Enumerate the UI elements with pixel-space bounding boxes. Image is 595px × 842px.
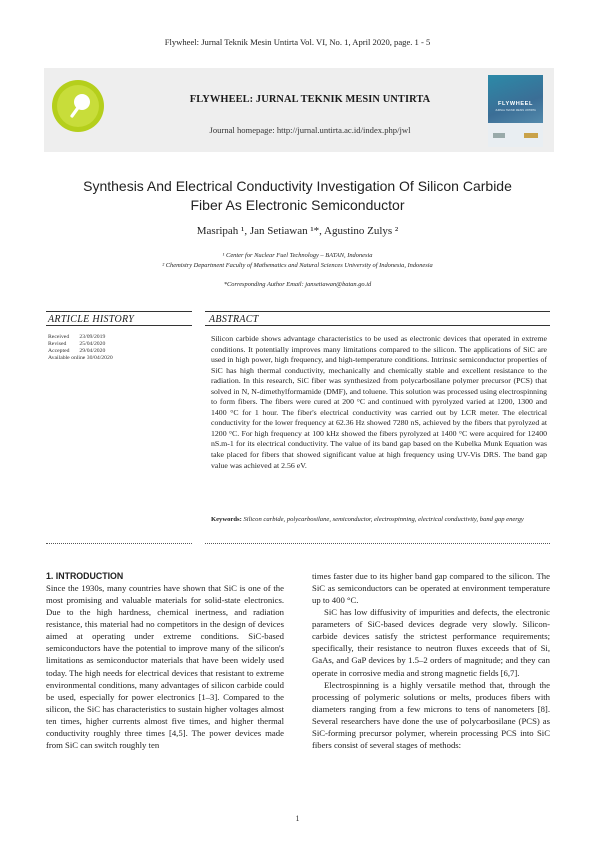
divider	[205, 543, 550, 544]
history-value: 29/04/2020	[79, 348, 106, 355]
journal-banner	[44, 68, 554, 152]
paper-title-line: Synthesis And Electrical Conductivity Investigation Of Silicon Carbide	[83, 178, 512, 194]
history-label: Revised	[48, 341, 67, 348]
body-column-right	[312, 570, 550, 751]
history-value: 23/09/2019	[79, 334, 106, 340]
keywords	[211, 516, 547, 525]
body-column-left	[46, 570, 284, 751]
body-paragraph: SiC has low diffusivity of impurities and defects, the electronic parameters of SiC-based devices degrade very slowly. Silicon-carbide devices satisfy the strictest performance requirements; specifically, their resistance to neutron fluxes exceeds that of Si, GaAs, and GaP devices by 1.5–2 orders of magnitude; and they can operate in corrosive media and strong magnetic fields [6,7].	[312, 607, 550, 678]
abstract-text: Silicon carbide shows advantage characteristics to be used as electronic devices that operated in extreme conditions. It potentially improves many limitations compared to the silicon. The applications of SiC are used in high power, high frequency, and high-temperature conditions. Intrinsic semiconductor properties of SiC has high thermal conductivity, mechanically and chemically stable and excellent resistance to the radiation. In this research, SiC fiber was synthesized from polycarbosilane polymer precursor (PCS) that solved in N, N-dimethylformamide (DMF), and toluene. This solution was processed using electrospinning to form fibers. The fibers were cured at 200 °C and continued with pyrolyzed varied at 1200, 1300 and 1400 °C for 1 hour. The fiber's electrical conductivity was carried out by LCR meter. The electrical conductivity for the lower frequency at 62.36 Hz showed 7280 nS, achieved by the fibers that pyrolyzed at 1200 °C. For high frequency at 100 kHz showed the fibers pyrolyzed at 1400 °C were acquired for 12400 nS.m-1 for its electrical conductivity. The value of its band gap based on the Kubelka Munk Equation was take placed for fibers that showed significant value at high frequency using UV-Vis DRS. The band gap value was achieved at 2.56 eV.	[211, 334, 547, 470]
journal-homepage: Journal homepage: http://jurnal.untirta.ac.id/index.php/jwl	[209, 125, 411, 135]
cover-logo-icon	[493, 133, 505, 138]
running-head: Flywheel: Jurnal Teknik Mesin Untirta Vol. VI, No. 1, April 2020, page. 1 - 5	[164, 37, 431, 47]
history-value: 30/04/2020	[86, 355, 113, 362]
body-paragraph: times faster due to its higher band gap compared to the silicon. The SiC as semiconductors can be operated at environment temperature up to 400 °C.	[312, 571, 550, 606]
article-history	[48, 334, 192, 362]
body-paragraph: Electrospinning is a highly versatile method that, through the processing of polymeric solutions or melts, produces fibers with diameters ranging from a few microns to tens of nanometers [8]. Several researchers have done the use of polycarbosilane (PCS) as SiC-forming precursor polymer, wherein processing PCS into SiC fibers consist of several stages of methods:	[312, 679, 550, 750]
history-label: Received	[48, 334, 70, 340]
body-paragraph: Since the 1930s, many countries have shown that SiC is one of the most promising and valuable materials for solid-state electronics. Due to the high hardness, chemical inertness, and radiation resistance, this material had no competitors in the design of devices aimed at operating under extreme conditions. SiC-based semiconductors have the potential to improve many of the silicon's limitations as semiconductor materials that have been widely used today. The high needs for electrical devices that resistant to extreme environmental conditions, many advantages of silicon carbide could be used, especially for power electronics [1–3]. Compared to the silicon, the SiC has characteristics to sustain higher voltages almost ten times, higher currents almost five times, and higher thermal conductivity roughly three times [4,5]. The power devices made from SiC can switch roughly ten	[46, 583, 284, 750]
cover-title: FLYWHEEL	[497, 101, 534, 107]
section-heading: 1. INTRODUCTION	[46, 571, 124, 581]
affiliation: ² Chemistry Department Faculty of Mathematics and Natural Sciences University of Indonesia, Indonesia	[162, 262, 433, 269]
paper-title	[60, 177, 535, 215]
journal-cover	[488, 75, 543, 147]
article-history-heading: ARTICLE HISTORY	[46, 311, 192, 326]
journal-logo-icon	[50, 78, 106, 134]
keywords-label: Keywords:	[211, 516, 242, 523]
cover-subtitle: JURNAL TEKNIK MESIN UNTIRTA	[495, 109, 536, 112]
history-row	[48, 355, 192, 362]
history-label: Available online	[48, 355, 86, 362]
corresponding-author: *Corresponding Author Email: jansetiawan@batan.go.id	[223, 281, 372, 288]
paper-title-line: Fiber As Electronic Semiconductor	[190, 197, 405, 213]
keywords-list: Silicon carbide, polycarbosilane, semiconductor, electrospinning, electrical conductivity, band gap energy	[243, 516, 524, 523]
authors: Masripah ¹, Jan Setiawan ¹*, Agustino Zulys ²	[196, 225, 399, 237]
history-value: 25/04/2020	[79, 341, 106, 348]
history-row	[48, 334, 192, 341]
history-label: Accepted	[48, 348, 70, 355]
affiliation: ¹ Center for Nuclear Fuel Technology – BATAN, Indonesia	[222, 252, 373, 259]
journal-title: FLYWHEEL: JURNAL TEKNIK MESIN UNTIRTA	[189, 94, 431, 105]
history-row	[48, 341, 192, 348]
cover-logo-icon	[524, 133, 538, 138]
page-number: 1	[295, 814, 300, 823]
history-row	[48, 348, 192, 355]
divider	[46, 543, 192, 544]
abstract-heading: ABSTRACT	[205, 311, 550, 326]
